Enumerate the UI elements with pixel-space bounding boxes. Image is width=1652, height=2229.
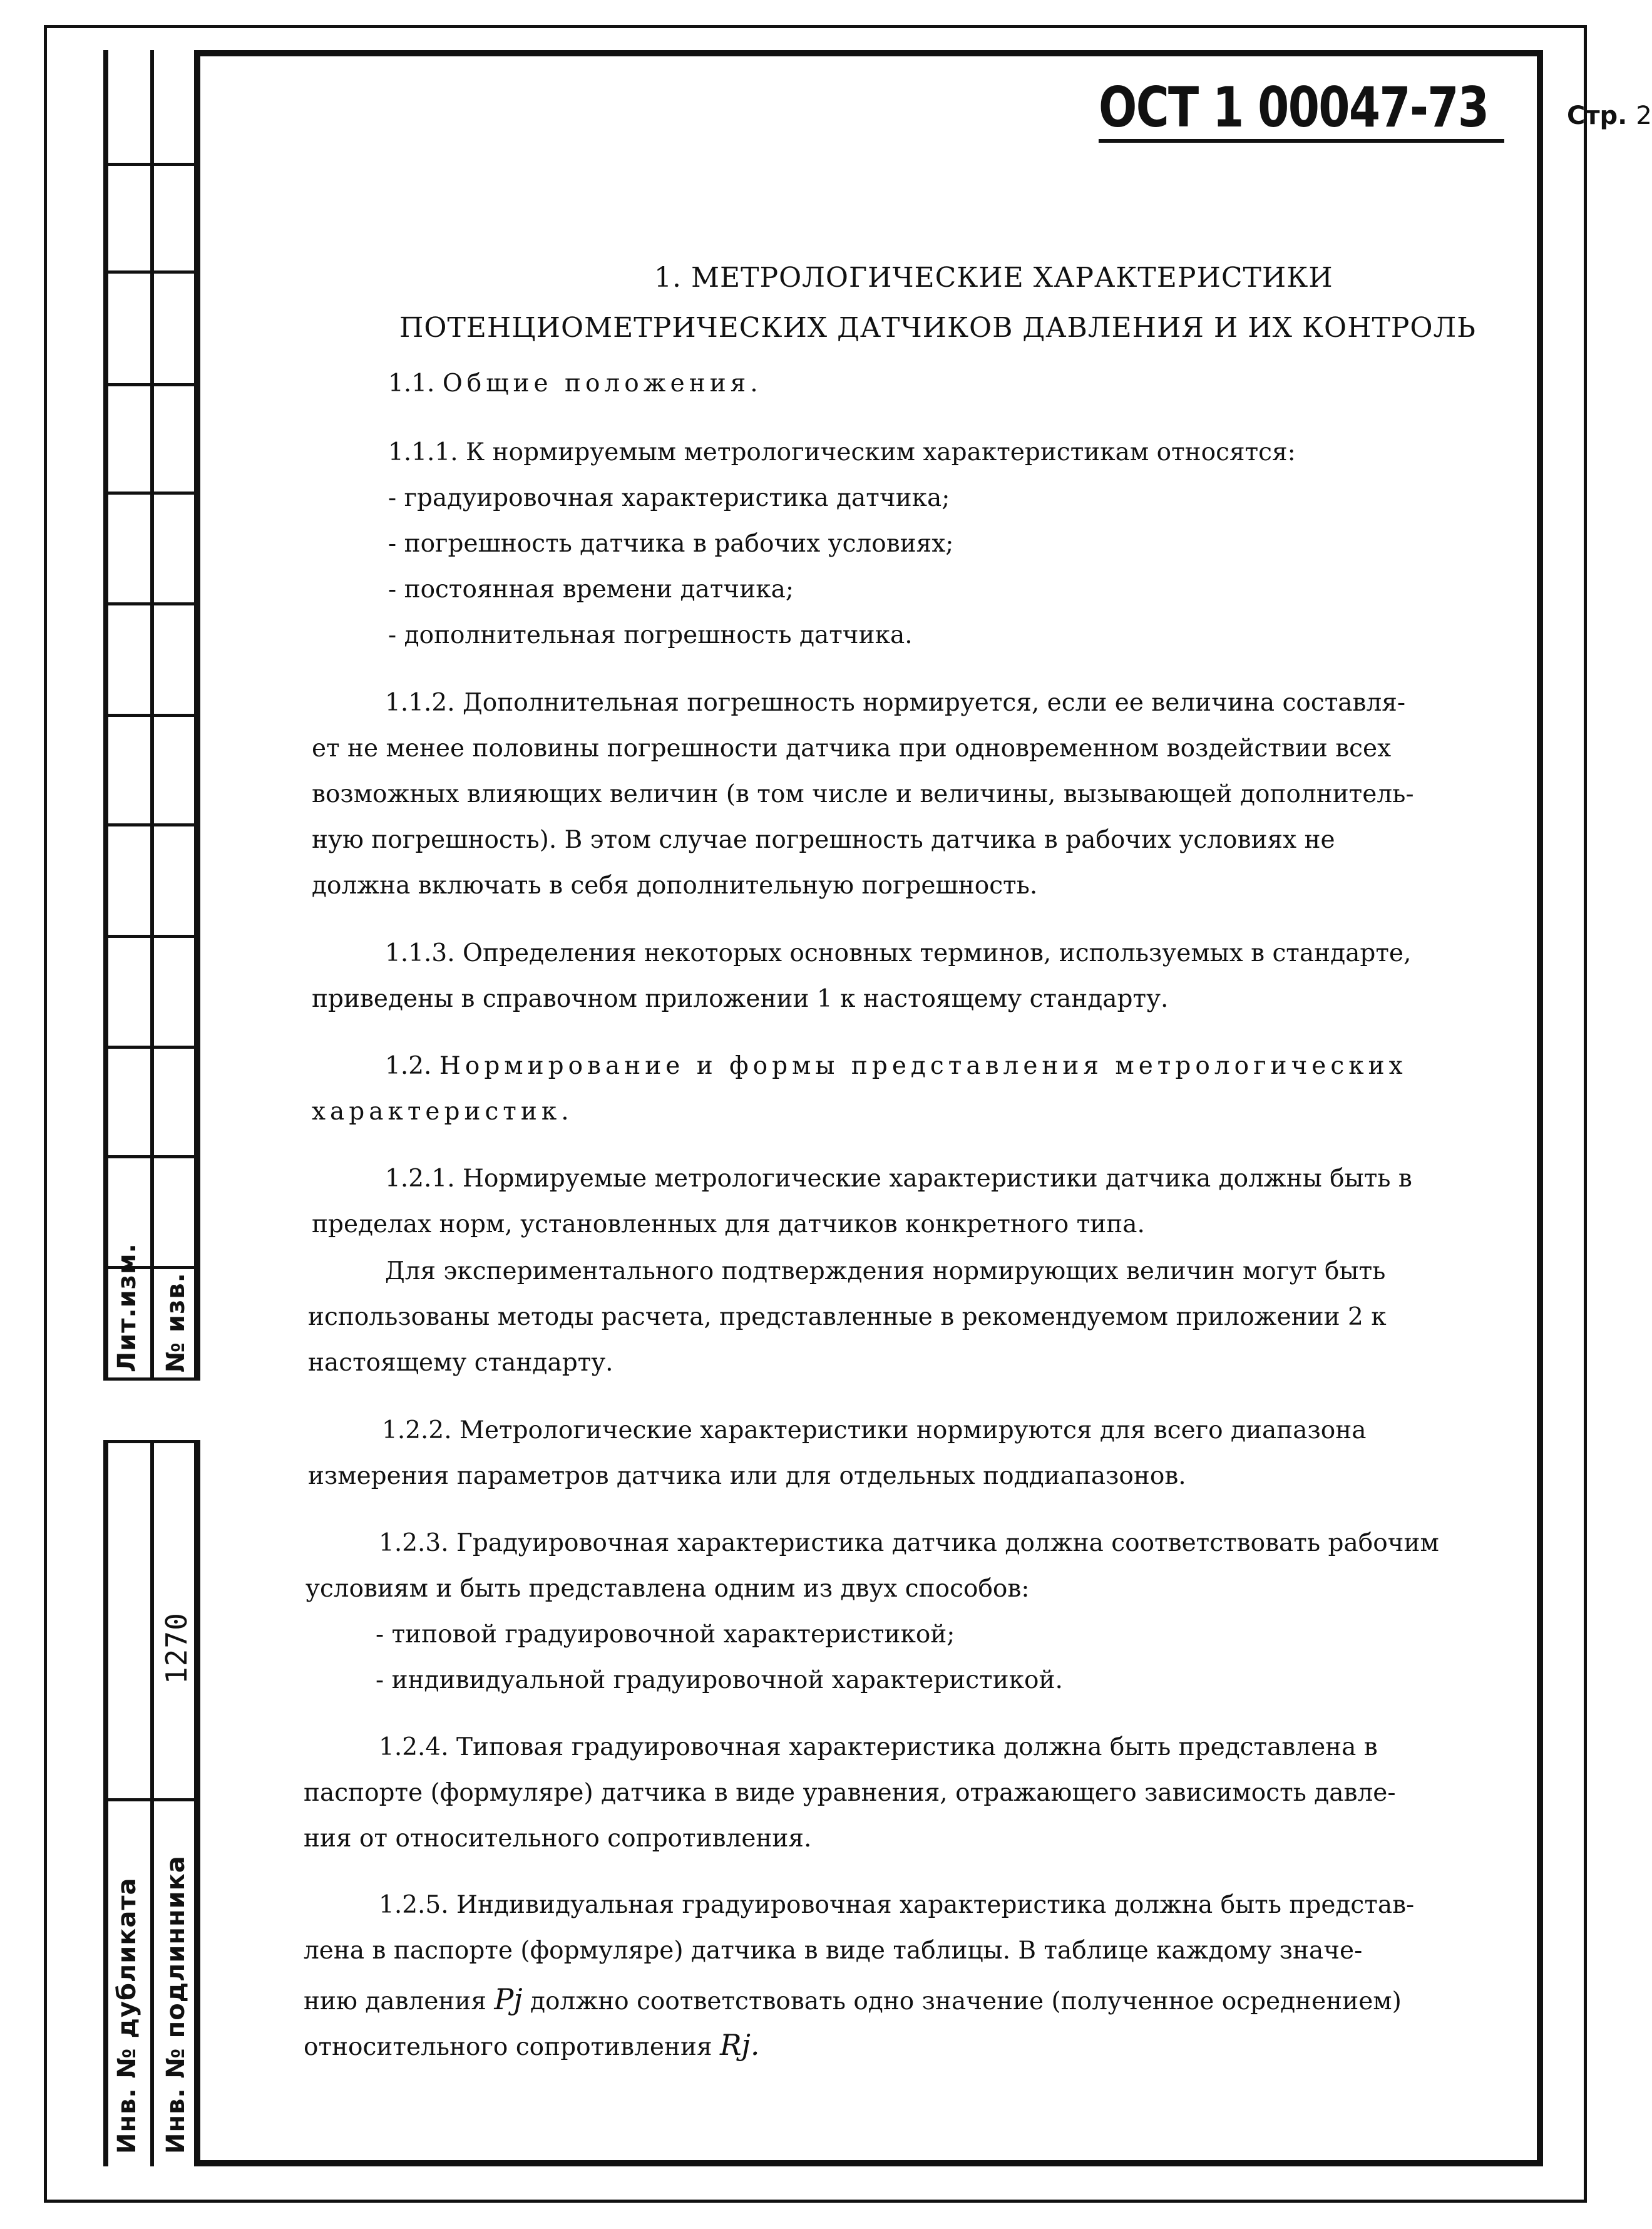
subsection-number: 1.1. [388, 369, 435, 398]
side-cell-rule [103, 602, 194, 605]
side-cell-rule [103, 1046, 194, 1049]
side-block-gap [94, 1381, 203, 1440]
paragraph-1-1-3-line: приведены в справочном приложении 1 к настоящему стандарту. [312, 985, 1169, 1013]
side-cell-rule [103, 1440, 194, 1443]
paragraph-1-1-2-line: возможных влияющих величин (в том числе и величины, вызывающей дополнитель- [312, 780, 1414, 808]
side-cell-rule [103, 714, 194, 717]
paragraph-1-1-2-line: ную погрешность). В этом случае погрешность датчика в рабочих условиях не [312, 826, 1335, 854]
paragraph-1-2-4-line: 1.2.4. Типовая градуировочная характеристика должна быть представлена в [379, 1733, 1378, 1761]
inv-podlinnika-label: Инв. № подлинника [162, 1855, 190, 2154]
subsection-1-2-heading [385, 1052, 1407, 1080]
side-cell-rule [103, 1798, 194, 1801]
side-cell-rule [103, 1155, 194, 1158]
paragraph-1-1-2-line: 1.1.2. Дополнительная погрешность нормируется, если ее величина составля- [385, 689, 1406, 717]
pressure-symbol: Pj [494, 1982, 523, 2016]
document-code-stamp [1099, 75, 1652, 140]
side-cell-rule [103, 270, 194, 274]
subsection-1-1-heading [388, 369, 762, 398]
paragraph-1-2-1-line: 1.2.1. Нормируемые метрологические характеристики датчика должны быть в [385, 1165, 1412, 1193]
list-item: - постоянная времени датчика; [388, 575, 794, 604]
paragraph-1-2-5-line [304, 1982, 1402, 2016]
paragraph-1-2-4-line: паспорте (формуляре) датчика в виде уравнения, отражающего зависимость давле- [304, 1779, 1396, 1807]
side-cell-rule [103, 383, 194, 386]
list-item: - дополнительная погрешность датчика. [388, 621, 913, 649]
paragraph-1-2-2-line: измерения параметров датчика или для отдельных поддиапазонов. [308, 1462, 1186, 1490]
paragraph-1-1-2-line: должна включать в себя дополнительную погрешность. [312, 872, 1038, 900]
paragraph-1-2-1b-line: использованы методы расчета, представленные в рекомендуемом приложении 2 к [308, 1303, 1387, 1331]
no-izv-label: № изв. [162, 1272, 190, 1372]
page-number: 2 [1636, 101, 1652, 130]
page-indicator [1567, 101, 1652, 130]
paragraph-1-2-1-line: пределах норм, установленных для датчиков конкретного типа. [312, 1210, 1145, 1238]
list-item: - типовой градуировочной характеристикой; [376, 1620, 955, 1649]
list-item: - градуировочная характеристика датчика; [388, 484, 950, 512]
subsection-title: Общие положения. [442, 369, 762, 398]
side-cell-rule [103, 163, 194, 166]
document-code: ОСТ 1 00047-73 [1099, 75, 1489, 140]
side-title-block [103, 50, 194, 2166]
paragraph-1-2-4-line: ния от относительного сопротивления. [304, 1825, 812, 1853]
text-fragment: должно соответствовать одно значение (полученное осреднением) [530, 1987, 1402, 2015]
paragraph-1-2-5-line [304, 2028, 759, 2062]
list-item: - погрешность датчика в рабочих условиях; [388, 530, 954, 558]
lit-izm-label: Лит.изм. [113, 1243, 141, 1372]
page-label: Стр. [1567, 101, 1628, 130]
side-cell-rule [103, 935, 194, 938]
paragraph-1-2-3-line: условиям и быть представлена одним из двух способов: [305, 1575, 1030, 1603]
subsection-1-2-heading-cont: характеристик. [312, 1098, 573, 1126]
text-fragment: относительного сопротивления [304, 2033, 712, 2061]
paragraph-1-2-1b-line: Для экспериментального подтверждения нормирующих величин могут быть [385, 1257, 1386, 1285]
side-cell-rule [103, 823, 194, 826]
subsection-number: 1.2. [385, 1052, 432, 1080]
section-title-line1: 1. МЕТРОЛОГИЧЕСКИЕ ХАРАКТЕРИСТИКИ [654, 262, 1333, 294]
text-fragment: нию давления [304, 1987, 487, 2015]
archive-number: 1270 [160, 1612, 193, 1684]
inv-dublikata-label: Инв. № дубликата [113, 1877, 141, 2154]
resistance-symbol: Rj. [719, 2028, 760, 2062]
subsection-title: Нормирование и формы представления метрологических [439, 1052, 1407, 1080]
paragraph-1-2-5-line: 1.2.5. Индивидуальная градуировочная характеристика должна быть представ- [379, 1891, 1415, 1919]
side-title-block-divider [150, 50, 154, 2166]
paragraph-1-1-3-line: 1.1.3. Определения некоторых основных терминов, используемых в стандарте, [385, 939, 1412, 967]
paragraph-1-2-3-line: 1.2.3. Градуировочная характеристика датчика должна соответствовать рабочим [379, 1529, 1439, 1557]
list-item: - индивидуальной градуировочной характеристикой. [376, 1666, 1063, 1694]
stamp-underline [1099, 139, 1504, 143]
side-cell-rule [103, 492, 194, 495]
paragraph-1-1-1: 1.1.1. К нормируемым метрологическим характеристикам относятся: [388, 438, 1296, 466]
paragraph-1-2-2-line: 1.2.2. Метрологические характеристики нормируются для всего диапазона [382, 1416, 1367, 1444]
paragraph-1-1-2-line: ет не менее половины погрешности датчика при одновременном воздействии всех [312, 734, 1392, 763]
paragraph-1-2-5-line: лена в паспорте (формуляре) датчика в виде таблицы. В таблице каждому значе- [304, 1937, 1363, 1965]
paragraph-1-2-1b-line: настоящему стандарту. [308, 1349, 613, 1377]
section-title-line2: ПОТЕНЦИОМЕТРИЧЕСКИХ ДАТЧИКОВ ДАВЛЕНИЯ И ИХ КОНТРОЛЬ [399, 312, 1476, 344]
